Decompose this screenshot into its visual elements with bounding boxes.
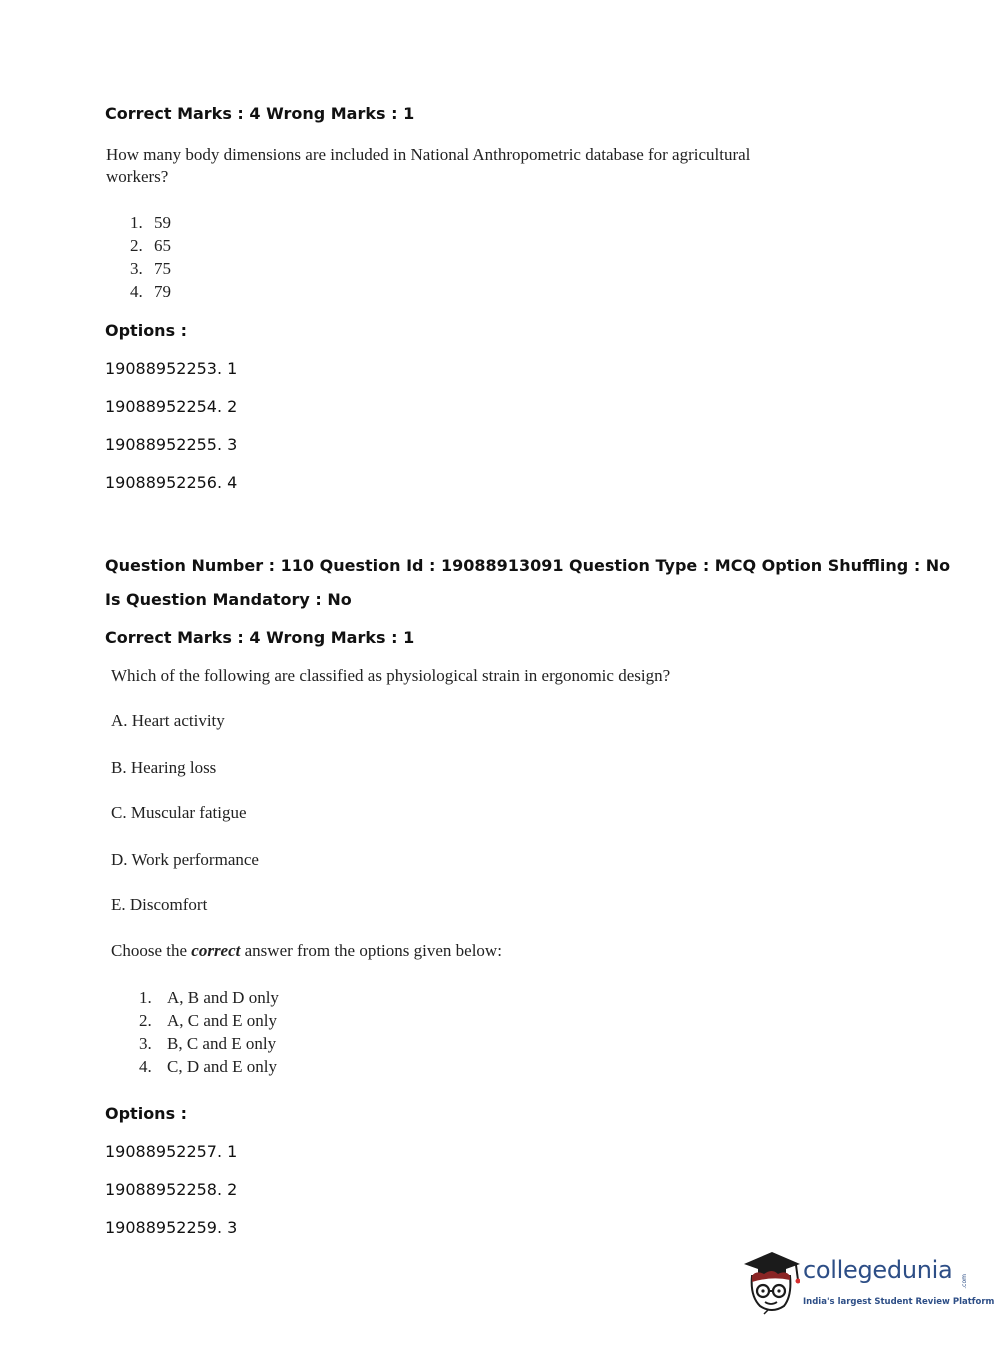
list-item [139, 1009, 279, 1032]
list-item [130, 257, 171, 280]
q109-option-1: 19088952253. 1 [105, 359, 238, 378]
q110-option-3: 19088952259. 3 [105, 1218, 238, 1237]
logo-brand-name: collegedunia [803, 1256, 953, 1284]
q110-header: Question Number : 110 Question Id : 19088913091 Question Type : MCQ Option Shuffling : No [105, 556, 951, 575]
choice-text: 59 [154, 213, 171, 232]
list-item [130, 234, 171, 257]
logo-suffix: .com [961, 1274, 968, 1289]
q109-choice-list [130, 211, 171, 303]
choice-number: 3. [139, 1034, 152, 1053]
q109-option-3: 19088952255. 3 [105, 435, 238, 454]
q110-item-a: A. Heart activity [111, 711, 225, 730]
q110-item-e: E. Discomfort [111, 895, 208, 914]
q109-options-label: Options : [105, 321, 188, 340]
q110-option-2: 19088952258. 2 [105, 1180, 238, 1199]
choice-text: A, B and D only [167, 988, 279, 1007]
choice-text: C, D and E only [167, 1057, 278, 1076]
instruction-emphasis: correct [191, 941, 241, 960]
q110-choice-list [139, 986, 279, 1078]
choice-number: 2. [130, 236, 143, 255]
q109-option-2: 19088952254. 2 [105, 397, 238, 416]
collegedunia-logo[interactable] [742, 1250, 995, 1316]
q110-item-c: C. Muscular fatigue [111, 803, 247, 822]
q110-option-1: 19088952257. 1 [105, 1142, 238, 1161]
q109-question [106, 144, 750, 188]
q109-marks: Correct Marks : 4 Wrong Marks : 1 [105, 104, 415, 123]
list-item [130, 280, 171, 303]
q110-item-d: D. Work performance [111, 850, 259, 869]
choice-text: 75 [154, 259, 171, 278]
choice-number: 3. [130, 259, 143, 278]
choice-number: 1. [139, 988, 152, 1007]
choice-number: 4. [130, 282, 143, 301]
choice-number: 4. [139, 1057, 152, 1076]
choice-text: 65 [154, 236, 171, 255]
q110-instruction [111, 941, 502, 961]
list-item [139, 1032, 279, 1055]
instruction-prefix: Choose the [111, 941, 192, 960]
q110-mandatory: Is Question Mandatory : No [105, 590, 352, 609]
student-mascot-icon [742, 1250, 800, 1316]
q110-marks: Correct Marks : 4 Wrong Marks : 1 [105, 628, 415, 647]
q109-question-line1: How many body dimensions are included in National Anthropometric database for agricultural [106, 145, 751, 164]
list-item [139, 1055, 279, 1078]
q110-item-b: B. Hearing loss [111, 758, 217, 777]
instruction-suffix: answer from the options given below: [240, 941, 502, 960]
q109-option-4: 19088952256. 4 [105, 473, 238, 492]
logo-tagline: India's largest Student Review Platform [803, 1297, 995, 1307]
list-item [139, 986, 279, 1009]
q110-question: Which of the following are classified as physiological strain in ergonomic design? [111, 666, 671, 685]
list-item [130, 211, 171, 234]
choice-text: 79 [154, 282, 171, 301]
choice-text: A, C and E only [167, 1011, 278, 1030]
choice-number: 2. [139, 1011, 152, 1030]
q109-question-line2: workers? [106, 167, 169, 186]
choice-text: B, C and E only [167, 1034, 277, 1053]
q110-options-label: Options : [105, 1104, 188, 1123]
choice-number: 1. [130, 213, 143, 232]
